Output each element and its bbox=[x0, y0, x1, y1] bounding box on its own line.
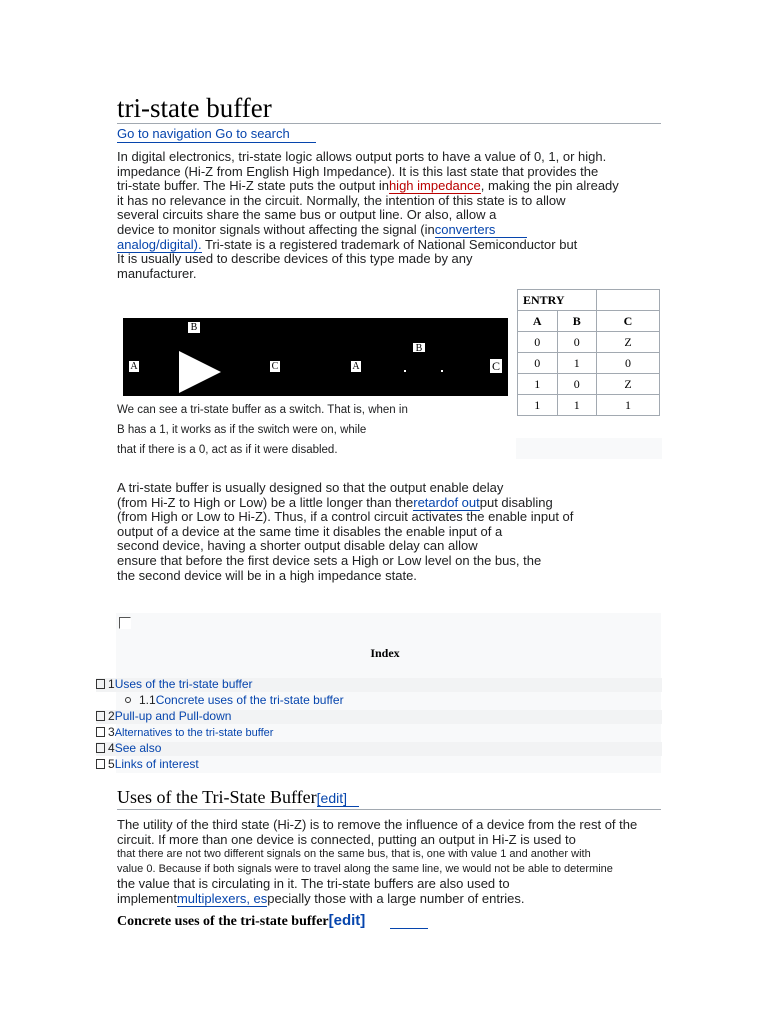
paragraph-line: second device, having a shorter output disable delay can allow bbox=[117, 538, 478, 554]
toc-link[interactable]: Pull-up and Pull-down bbox=[114, 709, 232, 723]
intro-line: it has no relevance in the circuit. Normally, the intention of this state is to allow bbox=[117, 192, 566, 208]
table-cell: 1 bbox=[557, 353, 597, 374]
table-cell: 1 bbox=[557, 395, 597, 416]
table-cell: 0 bbox=[557, 332, 597, 353]
paragraph-line: the value that is circulating in it. The tri-state buffers are also used to bbox=[117, 876, 510, 892]
page-title: tri-state buffer bbox=[117, 93, 272, 123]
paragraph-line: The utility of the third state (Hi-Z) is to remove the influence of a device from the rest of the bbox=[117, 817, 638, 832]
diagram-label-b: B bbox=[188, 322, 200, 333]
table-cell: 0 bbox=[518, 332, 558, 353]
caption-line: B has a 1, it works as if the switch were on, while bbox=[117, 424, 367, 436]
toc-box-icon bbox=[96, 711, 105, 721]
paragraph-line bbox=[117, 892, 637, 907]
truth-table-header: C bbox=[597, 311, 660, 332]
paragraph-line: ensure that before the first device sets a High or Low level on the bus, the bbox=[117, 552, 542, 568]
toc-link[interactable]: Uses of the tri-state buffer bbox=[114, 677, 253, 691]
section-heading-text: Uses of the Tri-State Buffer bbox=[117, 787, 317, 807]
toc-number: 1.1 bbox=[139, 693, 156, 707]
intro-line: impedance (Hi-Z from English High Impedance). It is this last state that provides the bbox=[117, 163, 599, 179]
table-cell: 0 bbox=[597, 353, 660, 374]
edit-underline bbox=[390, 928, 428, 929]
diagram-label-b: B bbox=[413, 343, 425, 352]
paragraph-line: (from High or Low to Hi-Z). Thus, if a control circuit activates the enable input of bbox=[117, 509, 574, 525]
truth-table bbox=[517, 289, 660, 416]
table-cell: 0 bbox=[557, 374, 597, 395]
buffer-triangle-icon bbox=[179, 351, 221, 393]
paragraph-text: (from Hi-Z to High or Low) be a little longer than the bbox=[117, 494, 414, 510]
intro-line bbox=[117, 179, 619, 194]
intro-line bbox=[117, 223, 619, 238]
retard-link[interactable]: retardof out bbox=[413, 494, 480, 510]
figure-caption bbox=[117, 400, 517, 462]
paragraph-line: the second device will be in a high impedance state. bbox=[117, 567, 417, 583]
paragraph-line: that there are not two different signals on the same bus, that is, one with value 1 and another with bbox=[117, 848, 591, 861]
toc-link[interactable]: Alternatives to the tri-state buffer bbox=[114, 727, 274, 739]
toc-number: 1 bbox=[108, 677, 115, 691]
toc-item-uses[interactable] bbox=[96, 677, 253, 692]
truth-table-empty-cell bbox=[597, 290, 660, 311]
converters-link[interactable]: converters bbox=[435, 222, 528, 238]
caption-background bbox=[516, 438, 662, 459]
paragraph-text: pecially those with a large number of entries. bbox=[267, 890, 525, 906]
intro-text: device to monitor signals without affecting the signal (in bbox=[117, 221, 435, 237]
table-cell: 1 bbox=[518, 395, 558, 416]
paragraph-line: output of a device at the same time it disables the enable input of a bbox=[117, 523, 503, 539]
toc-toggle-checkbox[interactable] bbox=[119, 617, 131, 629]
skip-links[interactable]: Go to navigation Go to search bbox=[117, 126, 316, 143]
intro-paragraph bbox=[117, 150, 619, 281]
delay-paragraph bbox=[117, 481, 573, 583]
toc-link[interactable]: Concrete uses of the tri-state buffer bbox=[155, 693, 344, 707]
diagram-label-c: C bbox=[271, 361, 279, 372]
analog-digital-link[interactable]: analog/digital). bbox=[117, 236, 202, 252]
intro-text: tri-state buffer. The Hi-Z state puts the output in bbox=[117, 178, 389, 194]
toc-box-icon bbox=[96, 759, 105, 769]
toc-link[interactable]: Links of interest bbox=[114, 757, 199, 771]
toc-number: 2 bbox=[108, 709, 115, 723]
toc-link[interactable]: See also bbox=[114, 741, 162, 755]
intro-line: manufacturer. bbox=[117, 265, 197, 281]
toc-item-alternatives[interactable] bbox=[96, 725, 273, 741]
table-cell: Z bbox=[597, 374, 660, 395]
toc-bullet-icon bbox=[125, 697, 131, 703]
table-cell: Z bbox=[597, 332, 660, 353]
edit-link[interactable]: [edit] bbox=[328, 912, 366, 929]
toc-item-pull-up[interactable] bbox=[96, 709, 231, 724]
intro-line: several circuits share the same bus or output line. Or also, allow a bbox=[117, 207, 497, 223]
truth-table-header: A bbox=[518, 311, 558, 332]
table-cell: 0 bbox=[518, 353, 558, 374]
table-row bbox=[518, 374, 660, 395]
toc-item-concrete-uses[interactable] bbox=[125, 693, 344, 708]
edit-link[interactable]: [edit] bbox=[317, 790, 359, 807]
caption-line: that if there is a 0, act as if it were disabled. bbox=[117, 444, 338, 456]
paragraph-line: circuit. If more than one device is connected, putting an output in Hi-Z is used to bbox=[117, 831, 576, 847]
switch-contact-dot bbox=[404, 370, 406, 372]
intro-text: , making the pin already bbox=[480, 178, 619, 194]
paragraph-line bbox=[117, 496, 573, 511]
toc-item-links[interactable] bbox=[96, 757, 199, 772]
truth-table-entry-header: ENTRY bbox=[518, 290, 597, 311]
toc-box-icon bbox=[96, 743, 105, 753]
intro-line: It is usually used to describe devices of this type made by any bbox=[117, 251, 473, 267]
table-cell: 1 bbox=[518, 374, 558, 395]
toc-number: 3 bbox=[108, 725, 115, 739]
diagram-label-a: A bbox=[352, 361, 360, 372]
toc-item-see-also[interactable] bbox=[96, 741, 161, 756]
diagram-label-a: A bbox=[130, 361, 138, 372]
caption-line: We can see a tri-state buffer as a switch. That is, when in bbox=[117, 404, 408, 416]
section-divider bbox=[117, 809, 661, 810]
multiplexers-link[interactable]: multiplexers, es bbox=[176, 890, 268, 906]
intro-text: Tri-state is a registered trademark of National Semiconductor but bbox=[201, 236, 578, 252]
intro-line: In digital electronics, tri-state logic allows output ports to have a value of 0, 1, or high. bbox=[117, 149, 607, 164]
diagram-label-c: C bbox=[491, 359, 500, 373]
truth-table-header: B bbox=[557, 311, 597, 332]
toc-number: 4 bbox=[108, 741, 115, 755]
title-divider bbox=[117, 123, 661, 124]
table-row bbox=[518, 332, 660, 353]
subsection-heading bbox=[117, 912, 365, 931]
high-impedance-link[interactable]: high impedance bbox=[388, 178, 481, 194]
paragraph-text: put disabling bbox=[479, 494, 553, 510]
paragraph-text: implement bbox=[117, 890, 177, 906]
section-heading bbox=[117, 786, 359, 809]
paragraph-line: A tri-state buffer is usually designed so that the output enable delay bbox=[117, 480, 504, 495]
switch-contact-dot bbox=[441, 370, 443, 372]
table-cell: 1 bbox=[597, 395, 660, 416]
paragraph-line: value 0. Because if both signals were to travel along the same line, we would not be able to determine bbox=[117, 863, 613, 876]
table-row bbox=[518, 395, 660, 416]
intro-line bbox=[117, 238, 619, 253]
toc-row-background bbox=[96, 742, 662, 756]
toc-title: Index bbox=[370, 646, 400, 660]
tri-state-buffer-diagram bbox=[123, 318, 508, 396]
uses-paragraph bbox=[117, 818, 637, 906]
subsection-heading-text: Concrete uses of the tri-state buffer bbox=[117, 914, 329, 929]
table-row bbox=[518, 353, 660, 374]
toc-box-icon bbox=[96, 679, 105, 689]
toc-box-icon bbox=[96, 727, 105, 737]
toc-number: 5 bbox=[108, 757, 115, 771]
